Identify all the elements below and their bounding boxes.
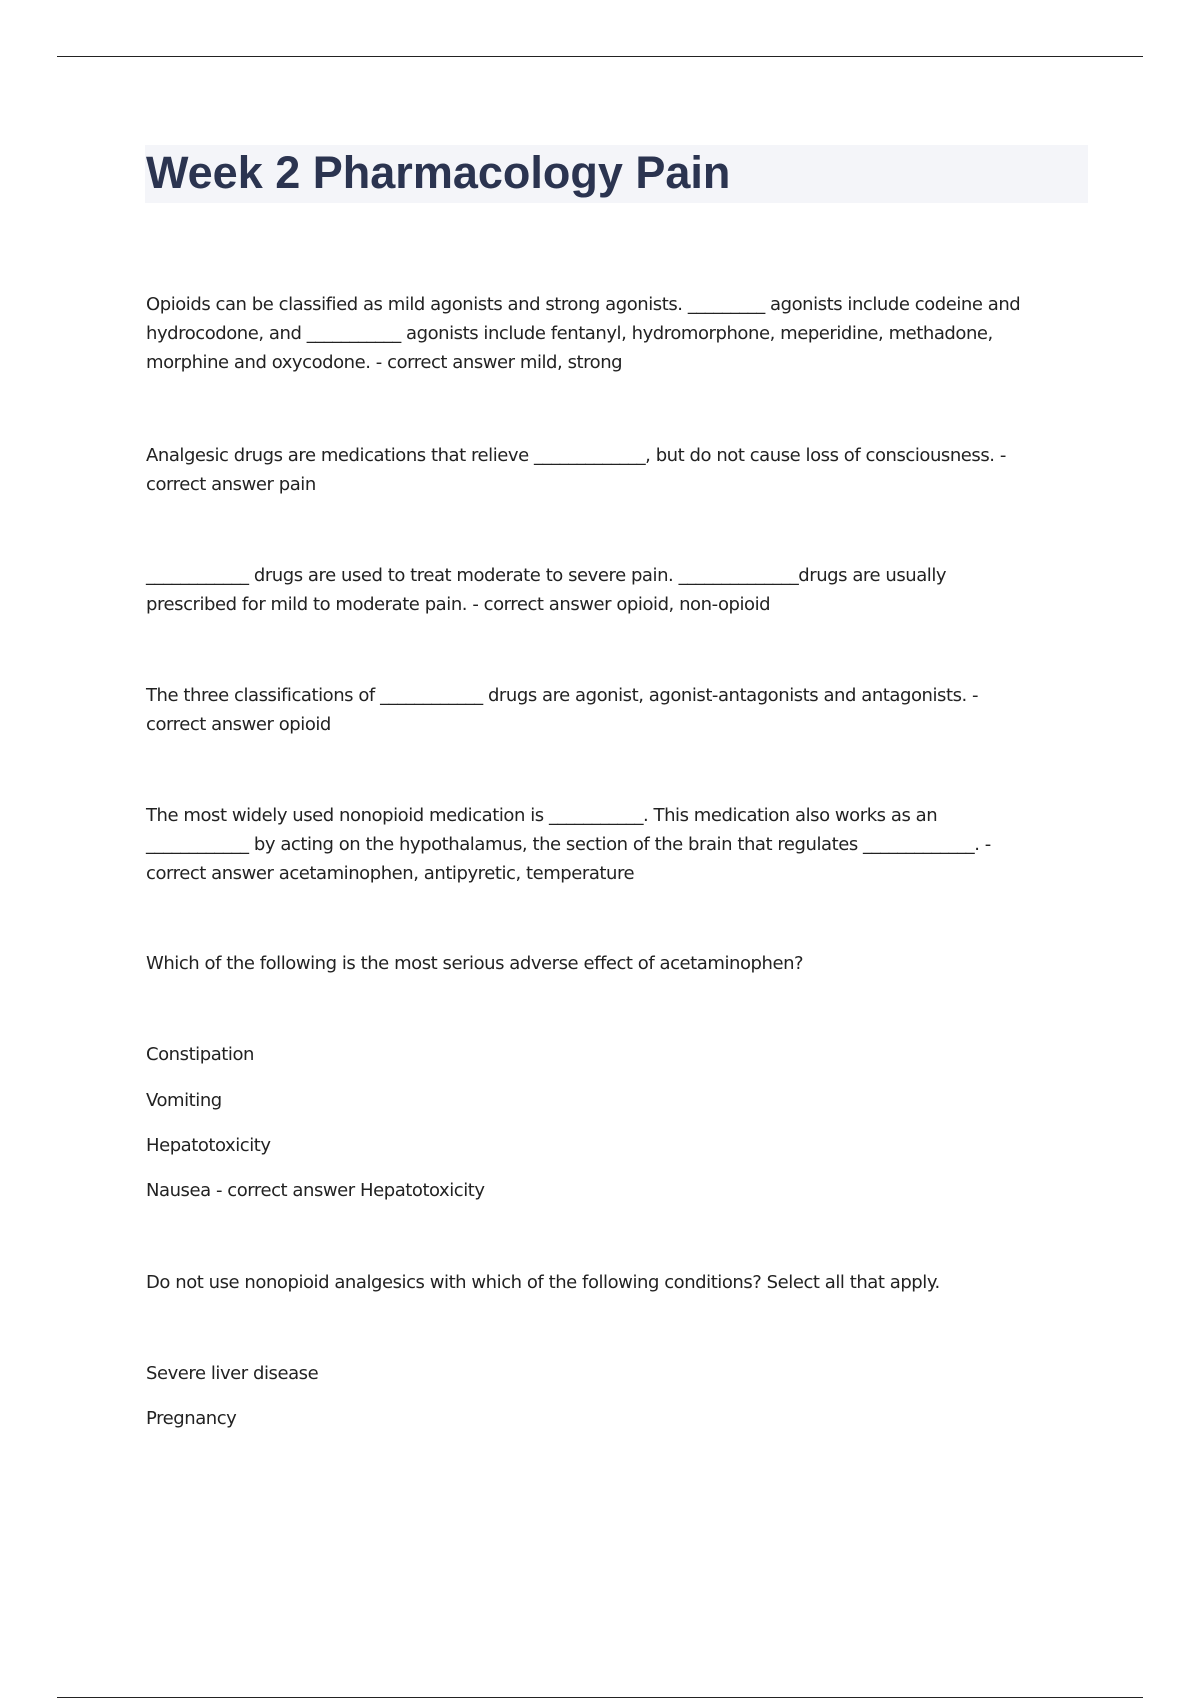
qa-line: ____________ drugs are used to treat moderate to severe pain. ______________drugs are usually: [146, 565, 947, 586]
qa-block-1: [146, 290, 1081, 377]
qa-line: The most widely used nonopioid medication is ___________. This medication also works as an: [146, 805, 938, 826]
qa-block-4: [146, 681, 1081, 739]
qa-block-2: [146, 441, 1081, 499]
question-2-option: Severe liver disease: [146, 1363, 319, 1384]
qa-line: ____________ by acting on the hypothalamus, the section of the brain that regulates _____________. -: [146, 834, 991, 855]
top-rule: [57, 56, 1143, 57]
qa-line: correct answer opioid: [146, 714, 331, 735]
question-1-option: Vomiting: [146, 1090, 222, 1111]
qa-block-5: [146, 801, 1081, 888]
question-1-option: Hepatotoxicity: [146, 1135, 271, 1156]
qa-line: morphine and oxycodone. - correct answer mild, strong: [146, 352, 623, 373]
qa-line: The three classifications of ____________ drugs are agonist, agonist-antagonists and antagonists. -: [146, 685, 979, 706]
question-1-option: Nausea - correct answer Hepatotoxicity: [146, 1180, 485, 1201]
qa-block-3: [146, 561, 1081, 619]
question-1-option: Constipation: [146, 1044, 254, 1065]
qa-line: hydrocodone, and ___________ agonists include fentanyl, hydromorphone, meperidine, methadone,: [146, 323, 993, 344]
bottom-rule: [57, 1697, 1143, 1698]
question-2-option: Pregnancy: [146, 1408, 237, 1429]
question-1-prompt: Which of the following is the most serious adverse effect of acetaminophen?: [146, 953, 804, 974]
document-title: Week 2 Pharmacology Pain: [146, 147, 731, 198]
qa-line: prescribed for mild to moderate pain. - correct answer opioid, non-opioid: [146, 594, 771, 615]
question-2-prompt: Do not use nonopioid analgesics with which of the following conditions? Select all that apply.: [146, 1272, 940, 1293]
qa-line: Opioids can be classified as mild agonists and strong agonists. _________ agonists include codeine and: [146, 294, 1021, 315]
qa-line: correct answer acetaminophen, antipyretic, temperature: [146, 863, 635, 884]
qa-line: correct answer pain: [146, 474, 316, 495]
qa-line: Analgesic drugs are medications that relieve _____________, but do not cause loss of consciousness. -: [146, 445, 1006, 466]
